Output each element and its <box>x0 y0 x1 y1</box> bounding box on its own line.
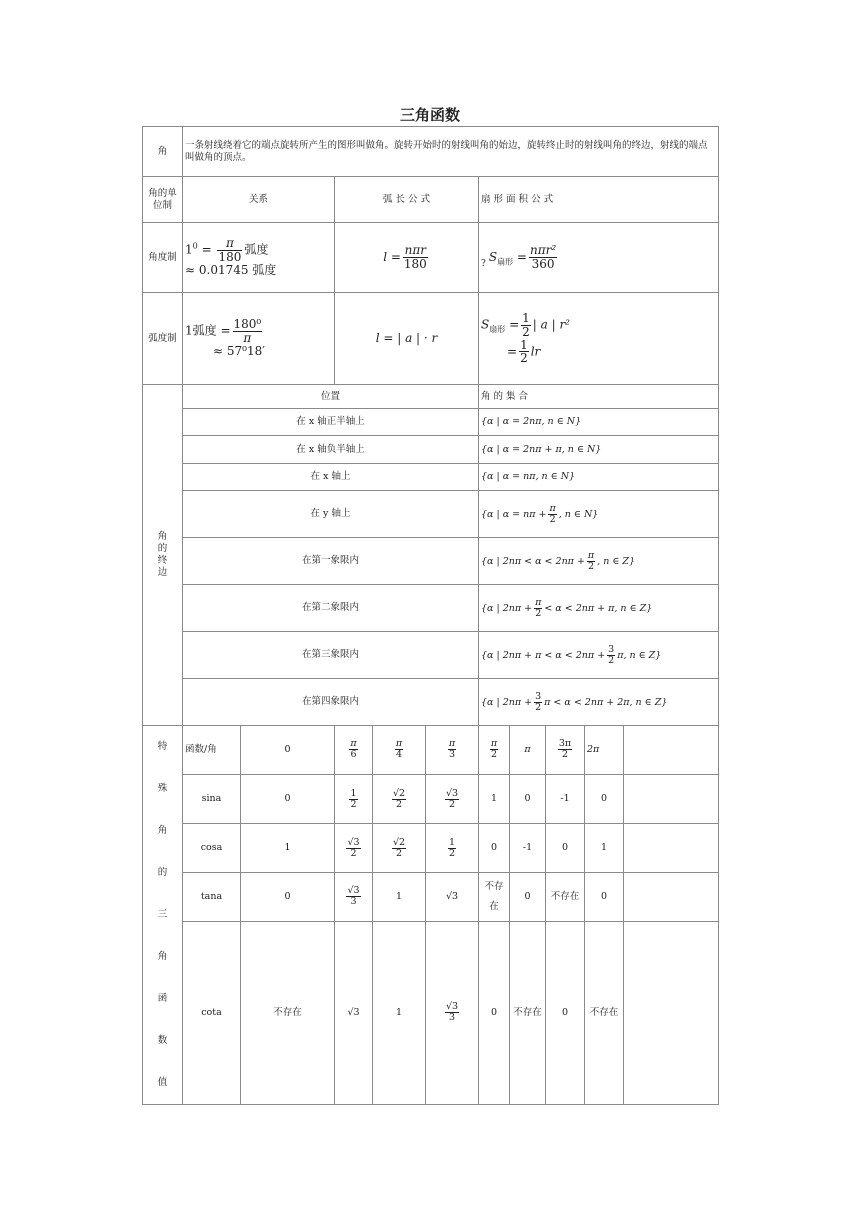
cos-label: cosa <box>183 824 241 873</box>
tan-value: 0 <box>241 873 335 922</box>
empty-cell <box>624 873 719 922</box>
trig-table <box>142 126 719 1105</box>
radian-label: 弧度制 <box>143 293 183 385</box>
sin-value: -1 <box>546 774 585 824</box>
sin-value: 0 <box>510 774 546 824</box>
terminal-row <box>143 585 719 632</box>
cot-value: 0 <box>546 921 585 1104</box>
cos-row <box>143 824 719 873</box>
terminal-set: {α | 2nπ < α < 2nπ + $\frac{\pi}{2}$ , n ∈ Z} <box>479 538 719 585</box>
radian-relation-line2: ≈ 57⁰18′ <box>213 344 265 359</box>
angle-pi6: $\frac{\pi}{6}$ <box>335 726 373 775</box>
cot-value: 不存在 <box>585 921 624 1104</box>
terminal-set: {α | 2nπ + $\frac{3}{2}$ π < α < 2nπ + 2π, n ∈ Z} <box>479 679 719 726</box>
arc-formula-header: 弧 长 公 式 <box>335 177 479 223</box>
degree-relation-line1: $1^0$ = $\frac{\pi}{180}$ 弧度 <box>185 235 269 264</box>
terminal-position: 在第二象限内 <box>183 585 479 632</box>
empty-cell <box>624 824 719 873</box>
unit-header-row <box>143 177 719 223</box>
relation-header: 关系 <box>183 177 335 223</box>
angle-definition: 一条射线绕着它的端点旋转所产生的图形叫做角。旋转开始时的射线叫角的始边，旋转终止时的射线叫角的终边，射线的端点叫做角的顶点。 <box>183 127 719 177</box>
radian-arc-formula: l = | a | · r <box>335 293 479 385</box>
angle-pi2: $\frac{\pi}{2}$ <box>479 726 510 775</box>
terminal-position: 在 y 轴上 <box>183 491 479 538</box>
terminal-row <box>143 538 719 585</box>
cos-value: 0 <box>479 824 510 873</box>
terminal-position: 在 x 轴负半轴上 <box>183 436 479 464</box>
sin-value: 1 <box>479 774 510 824</box>
tan-value: 不存在 <box>479 873 510 922</box>
degree-label: 角度制 <box>143 223 183 293</box>
terminal-position: 在第三象限内 <box>183 632 479 679</box>
cos-value: 0 <box>546 824 585 873</box>
angle-3pi2: $\frac{3\pi}{2}$ <box>546 726 585 775</box>
special-header-row <box>143 726 719 775</box>
tan-value: 0 <box>585 873 624 922</box>
cos-value: $\frac{1}{2}$ <box>426 824 479 873</box>
degree-relation <box>183 223 335 293</box>
tan-value: √3 <box>426 873 479 922</box>
terminal-row <box>143 409 719 436</box>
terminal-row <box>143 491 719 538</box>
terminal-row <box>143 679 719 726</box>
terminal-position: 在第四象限内 <box>183 679 479 726</box>
sector-area-header: 扇 形 面 积 公 式 <box>479 177 719 223</box>
terminal-set: {α | 2nπ + π < α < 2nπ + $\frac{3}{2}$ π, n ∈ Z} <box>479 632 719 679</box>
cot-row <box>143 921 719 1104</box>
tan-label: tana <box>183 873 241 922</box>
cos-value: 1 <box>585 824 624 873</box>
sin-label: sina <box>183 774 241 824</box>
cos-value: -1 <box>510 824 546 873</box>
terminal-position: 在 x 轴正半轴上 <box>183 409 479 436</box>
cot-value: √3 <box>335 921 373 1104</box>
tan-value: 不存在 <box>546 873 585 922</box>
sin-value: $\frac{√2}{2}$ <box>373 774 426 824</box>
terminal-header-row <box>143 385 719 409</box>
cot-label: cota <box>183 921 241 1104</box>
angle-pi3: $\frac{\pi}{3}$ <box>426 726 479 775</box>
cos-value: $\frac{√2}{2}$ <box>373 824 426 873</box>
sin-row <box>143 774 719 824</box>
terminal-set: {α | α = 2nπ, n ∈ N} <box>479 409 719 436</box>
tan-value: $\frac{√3}{3}$ <box>335 873 373 922</box>
tan-value: 0 <box>510 873 546 922</box>
cot-value: $\frac{√3}{3}$ <box>426 921 479 1104</box>
terminal-set: {α | α = nπ, n ∈ N} <box>479 464 719 491</box>
tan-row <box>143 873 719 922</box>
angle-0: 0 <box>241 726 335 775</box>
terminal-set: {α | 2nπ + $\frac{\pi}{2}$ < α < 2nπ + π, n ∈ Z} <box>479 585 719 632</box>
empty-cell <box>624 921 719 1104</box>
sin-value: 0 <box>241 774 335 824</box>
angle-set-header: 角 的 集 合 <box>479 385 719 409</box>
terminal-row <box>143 632 719 679</box>
terminal-set: {α | α = nπ + $\frac{\pi}{2}$ , n ∈ N} <box>479 491 719 538</box>
sin-value: 0 <box>585 774 624 824</box>
terminal-position: 在第一象限内 <box>183 538 479 585</box>
tan-value: 1 <box>373 873 426 922</box>
cot-value: 0 <box>479 921 510 1104</box>
degree-relation-line2: ≈ 0.01745 弧度 <box>185 263 277 278</box>
terminal-set: {α | α = 2nπ + π, n ∈ N} <box>479 436 719 464</box>
empty-cell <box>624 774 719 824</box>
degree-area-formula: ? $S_{扇形}$ = $\frac{\text{nπr²}}{360}$ <box>479 223 719 293</box>
terminal-label: 角 的 终 边 <box>143 385 183 726</box>
function-angle-header: 函数/角 <box>183 726 241 775</box>
degree-row <box>143 223 719 293</box>
angle-pi4: $\frac{\pi}{4}$ <box>373 726 426 775</box>
terminal-position: 在 x 轴上 <box>183 464 479 491</box>
terminal-row <box>143 464 719 491</box>
sin-value: $\frac{√3}{2}$ <box>426 774 479 824</box>
radian-relation <box>183 293 335 385</box>
degree-arc-formula: l = $\frac{\text{nπr}}{180}$ <box>335 223 479 293</box>
angle-definition-row <box>143 127 719 177</box>
position-header: 位置 <box>183 385 479 409</box>
unit-label: 角的单位制 <box>143 177 183 223</box>
radian-relation-line1: 1弧度 = $\frac{\text{180⁰}}{\pi}$ <box>185 316 262 345</box>
page-title: 三角函数 <box>399 106 460 124</box>
cot-value: 不存在 <box>241 921 335 1104</box>
radian-area-formula: $S_{扇形}$ = $\frac{1}{2}$ | a | r² = $\frac{1}{2}$ lr <box>479 293 719 385</box>
empty-cell <box>624 726 719 775</box>
radian-row <box>143 293 719 385</box>
angle-label: 角 <box>143 127 183 177</box>
terminal-row <box>143 436 719 464</box>
angle-2pi: 2π <box>585 726 624 775</box>
sin-value: $\frac{1}{2}$ <box>335 774 373 824</box>
cot-value: 1 <box>373 921 426 1104</box>
angle-pi: π <box>510 726 546 775</box>
cot-value: 不存在 <box>510 921 546 1104</box>
special-values-label: 特 殊 角 的 三 角 函 数 值 <box>143 726 183 1105</box>
cos-value: 1 <box>241 824 335 873</box>
cos-value: $\frac{√3}{2}$ <box>335 824 373 873</box>
